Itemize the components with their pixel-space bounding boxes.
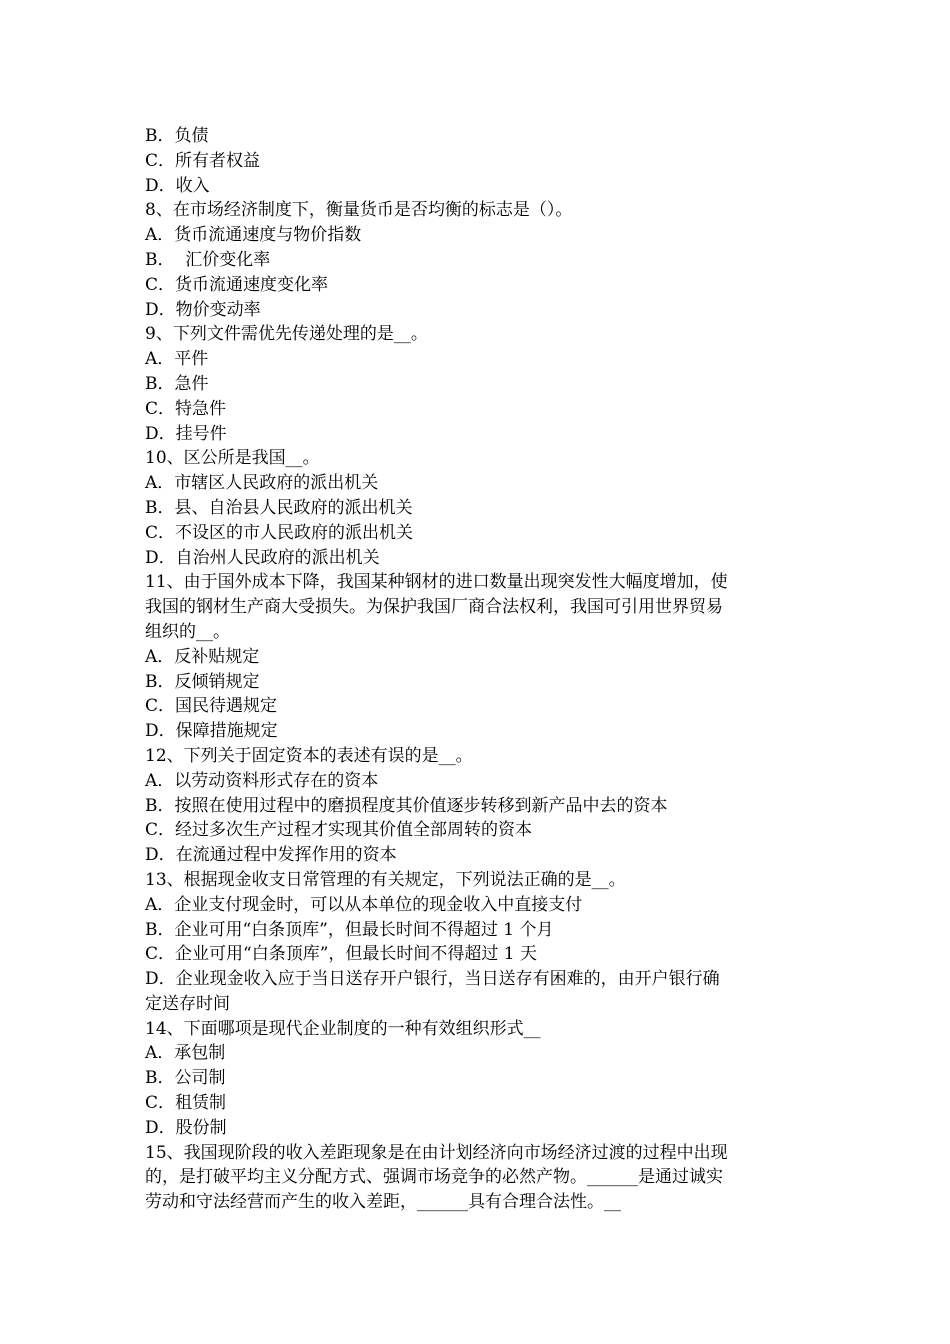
question-line: 14、下面哪项是现代企业制度的一种有效组织形式__ — [145, 1018, 541, 1039]
text-line: 劳动和守法经营而产生的收入差距，______具有合理合法性。__ — [145, 1192, 621, 1213]
text-line: 我国的钢材生产商大受损失。为保护我国厂商合法权利，我国可引用世界贸易 — [145, 597, 723, 618]
question-line: 8、在市场经济制度下，衡量货币是否均衡的标志是（）。 — [145, 200, 573, 221]
text-line: B． 汇价变化率 — [145, 249, 271, 270]
text-line: A．货币流通速度与物价指数 — [145, 225, 362, 246]
text-line: A．市辖区人民政府的派出机关 — [145, 473, 379, 494]
document-body — [145, 124, 810, 1215]
text-line: B．反倾销规定 — [145, 671, 260, 692]
text-line: A．以劳动资料形式存在的资本 — [145, 770, 379, 791]
text-line: D．保障措施规定 — [145, 721, 278, 742]
text-line: B．公司制 — [145, 1068, 226, 1089]
text-line: D．收入 — [145, 175, 210, 196]
text-line: C．企业可用“白条顶库”，但最长时间不得超过 1 天 — [145, 944, 538, 965]
text-line: B．企业可用“白条顶库”，但最长时间不得超过 1 个月 — [145, 919, 554, 940]
text-line: D．物价变动率 — [145, 299, 261, 320]
text-line: D．在流通过程中发挥作用的资本 — [145, 845, 397, 866]
question-line: 13、根据现金收支日常管理的有关规定，下列说法正确的是__。 — [145, 869, 626, 890]
text-line: B．负债 — [145, 126, 209, 146]
text-line: C．特急件 — [145, 398, 227, 419]
text-line: B．县、自治县人民政府的派出机关 — [145, 497, 413, 518]
text-line: A．反补贴规定 — [145, 646, 260, 667]
text-line: C．不设区的市人民政府的派出机关 — [145, 522, 414, 543]
text-line: D．企业现金收入应于当日送存开户银行，当日送存有困难的，由开户银行确 — [145, 969, 720, 990]
text-line: 组织的__。 — [145, 621, 230, 642]
text-line: A．企业支付现金时，可以从本单位的现金收入中直接支付 — [145, 894, 583, 915]
text-line: D．股份制 — [145, 1117, 227, 1138]
text-line: C．货币流通速度变化率 — [145, 274, 329, 295]
text-line: A．承包制 — [145, 1043, 226, 1064]
question-line: 15、我国现阶段的收入差距现象是在由计划经济向市场经济过渡的过程中出现 — [145, 1142, 728, 1163]
text-line: B．按照在使用过程中的磨损程度其价值逐步转移到新产品中去的资本 — [145, 795, 668, 816]
text-line: D．挂号件 — [145, 423, 227, 444]
text-line: A．平件 — [145, 349, 209, 370]
text-line: 的，是打破平均主义分配方式、强调市场竞争的必然产物。______是通过诚实 — [145, 1167, 723, 1188]
text-line: B．急件 — [145, 373, 209, 394]
text-line: C．国民待遇规定 — [145, 696, 278, 717]
text-line: C．经过多次生产过程才实现其价值全部周转的资本 — [145, 820, 533, 841]
text-line: 定送存时间 — [145, 993, 230, 1014]
text-line: D．自治州人民政府的派出机关 — [145, 547, 380, 568]
text-line: C．租赁制 — [145, 1093, 227, 1114]
question-line: 12、下列关于固定资本的表述有误的是__。 — [145, 745, 473, 766]
question-line: 10、区公所是我国__。 — [145, 448, 320, 469]
question-line: 11、由于国外成本下降，我国某种钢材的进口数量出现突发性大幅度增加，使 — [145, 572, 728, 593]
question-line: 9、下列文件需优先传递处理的是__。 — [145, 324, 428, 345]
text-line: C．所有者权益 — [145, 150, 261, 171]
